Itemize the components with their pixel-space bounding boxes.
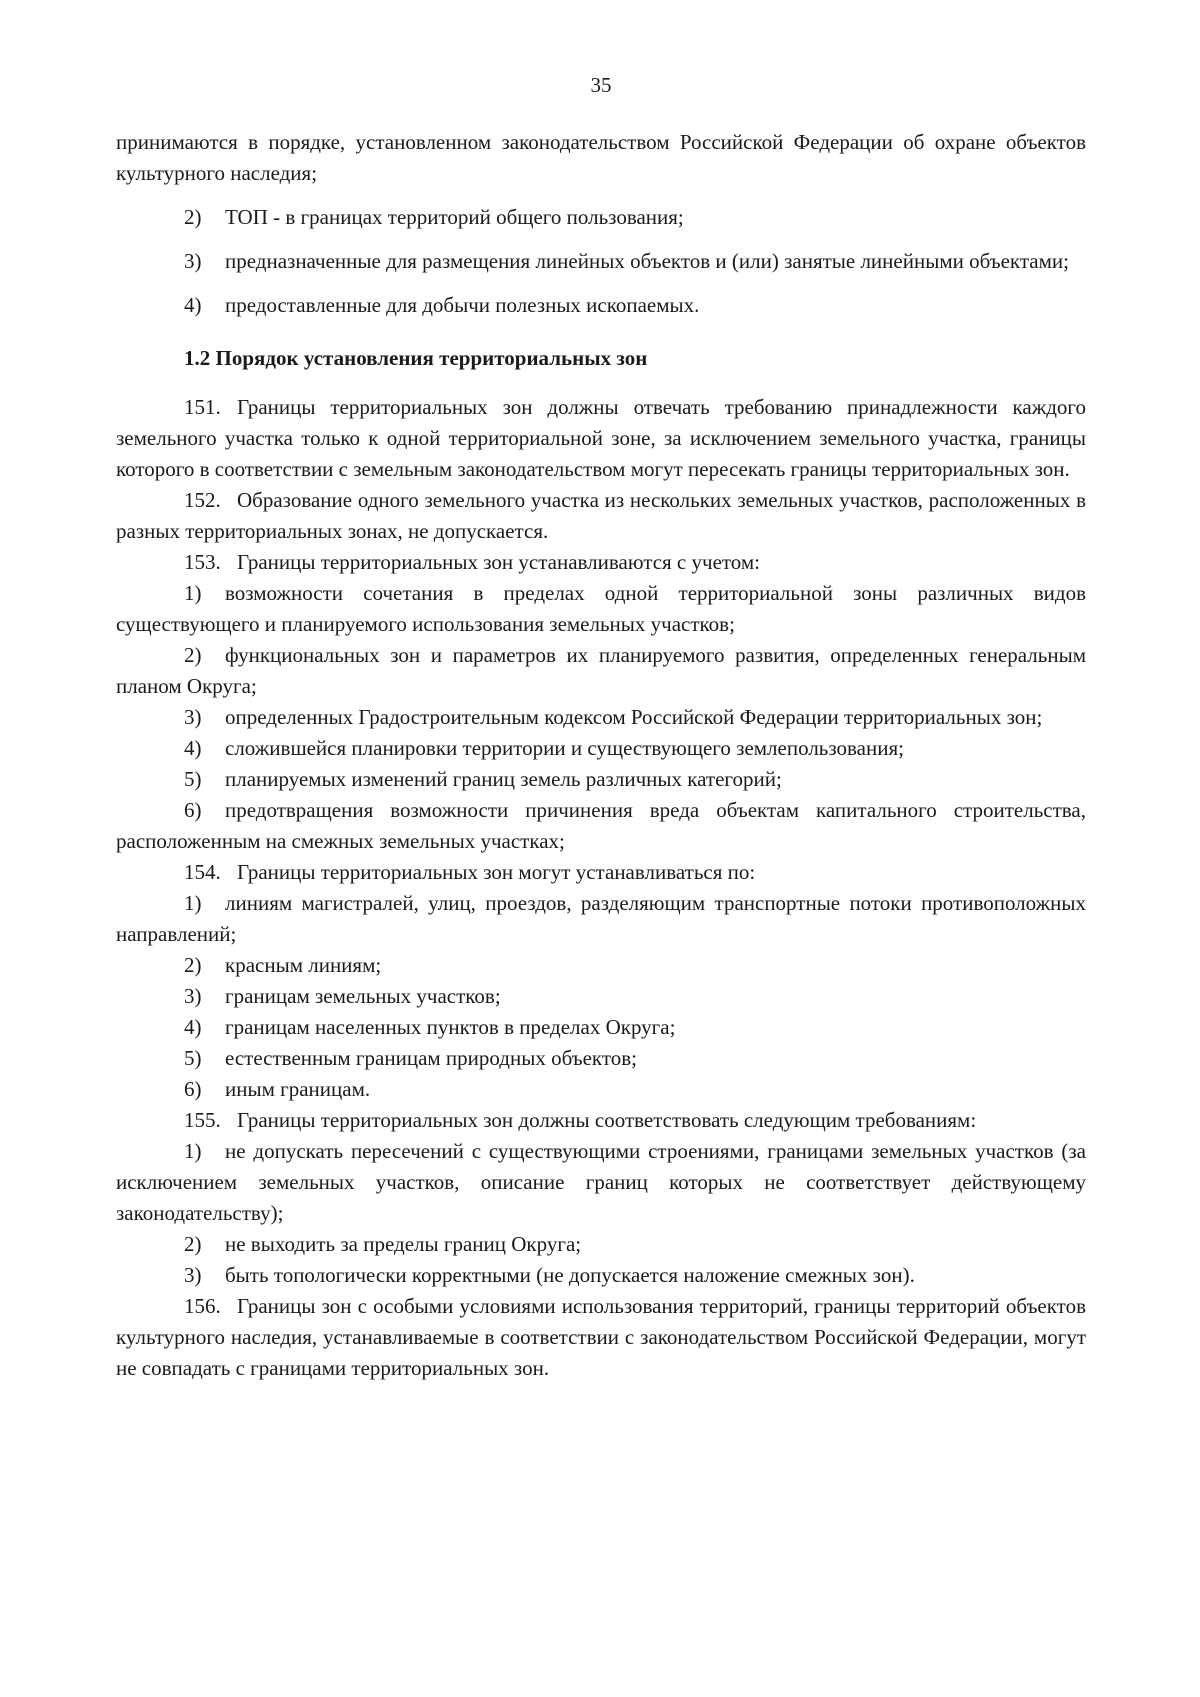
list-item	[116, 290, 1086, 321]
list-item	[116, 1136, 1086, 1229]
list-item	[116, 1074, 1086, 1105]
list-item-text: предотвращения возможности причинения вреда объектам капитального строительства, расположенным на смежных земельных участках;	[116, 798, 1086, 853]
list-item	[116, 950, 1086, 981]
page-number: 35	[590, 73, 612, 97]
paragraph-156	[116, 1291, 1086, 1384]
paragraph-text: Границы территориальных зон должны соответствовать следующим требованиям:	[237, 1108, 977, 1132]
list-marker: 3)	[184, 984, 202, 1008]
paragraph-number: 155.	[184, 1108, 221, 1132]
list-item-text: иным границам.	[225, 1077, 371, 1101]
list-marker: 5)	[184, 1046, 202, 1070]
list-marker: 1)	[184, 581, 202, 605]
list-item-text: не выходить за пределы границ Округа;	[225, 1232, 582, 1256]
list-item-text: границам земельных участков;	[225, 984, 501, 1008]
paragraph-text: Границы территориальных зон устанавливаются с учетом:	[237, 550, 761, 574]
list-marker: 5)	[184, 767, 202, 791]
list-item	[116, 981, 1086, 1012]
paragraph-155	[116, 1105, 1086, 1136]
list-marker: 4)	[184, 1015, 202, 1039]
paragraph-number: 153.	[184, 550, 221, 574]
list-item-text: линиям магистралей, улиц, проездов, разделяющим транспортные потоки противоположных направлений;	[116, 891, 1086, 946]
list-marker: 4)	[184, 293, 202, 317]
paragraph-151	[116, 392, 1086, 485]
list-item-text: естественным границам природных объектов;	[225, 1046, 638, 1070]
list-marker: 6)	[184, 798, 202, 822]
list-marker: 3)	[184, 705, 202, 729]
page-content	[116, 127, 1086, 1384]
paragraph-text: Границы территориальных зон могут устанавливаться по:	[237, 860, 756, 884]
list-item-text: функциональных зон и параметров их планируемого развития, определенных генеральным планом Округа;	[116, 643, 1086, 698]
list-marker: 2)	[184, 1232, 202, 1256]
continuation-paragraph: принимаются в порядке, установленном законодательством Российской Федерации об охране объектов культурного наследия;	[116, 130, 1086, 185]
list-item	[116, 764, 1086, 795]
list-item-text: красным линиям;	[225, 953, 382, 977]
list-item-text: сложившейся планировки территории и существующего землепользования;	[225, 736, 904, 760]
list-marker: 1)	[184, 1139, 202, 1163]
paragraph-number: 151.	[184, 395, 221, 419]
document-page	[116, 0, 1086, 1697]
list-marker: 2)	[184, 643, 202, 667]
list-marker: 2)	[184, 205, 202, 229]
list-item	[116, 888, 1086, 950]
list-marker: 4)	[184, 736, 202, 760]
paragraph-text: Образование одного земельного участка из нескольких земельных участков, расположенных в разных территориальных зонах, не допускается.	[116, 488, 1086, 543]
list-item	[116, 578, 1086, 640]
paragraph-number: 152.	[184, 488, 221, 512]
list-item-text: предназначенные для размещения линейных объектов и (или) занятые линейными объектами;	[225, 249, 1069, 273]
list-item-text: определенных Градостроительным кодексом Российской Федерации территориальных зон;	[225, 705, 1043, 729]
list-item	[116, 795, 1086, 857]
paragraph-number: 154.	[184, 860, 221, 884]
list-item-text: быть топологически корректными (не допускается наложение смежных зон).	[225, 1263, 915, 1287]
list-marker: 3)	[184, 249, 202, 273]
list-item-text: планируемых изменений границ земель различных категорий;	[225, 767, 782, 791]
list-marker: 6)	[184, 1077, 202, 1101]
list-item-text: ТОП - в границах территорий общего пользования;	[225, 205, 684, 229]
list-item	[116, 702, 1086, 733]
list-item-text: не допускать пересечений с существующими строениями, границами земельных участков (за исключением земельных участков, описание границ которых не соответствует действующему законодательству);	[116, 1139, 1086, 1225]
paragraph-153	[116, 547, 1086, 578]
list-item	[116, 246, 1086, 277]
paragraph-text: Границы территориальных зон должны отвечать требованию принадлежности каждого земельного участка только к одной территориальной зоне, за исключением земельного участка, границы которого в соответствии с земельным законодательством могут пересекать границы территориальных зон.	[116, 395, 1086, 481]
list-item	[116, 1229, 1086, 1260]
list-item	[116, 640, 1086, 702]
list-item-text: возможности сочетания в пределах одной территориальной зоны различных видов существующего и планируемого использования земельных участков;	[116, 581, 1086, 636]
list-item	[116, 1012, 1086, 1043]
list-marker: 2)	[184, 953, 202, 977]
list-item	[116, 1260, 1086, 1291]
list-marker: 1)	[184, 891, 202, 915]
list-item-text: границам населенных пунктов в пределах Округа;	[225, 1015, 676, 1039]
list-item-text: предоставленные для добычи полезных ископаемых.	[225, 293, 700, 317]
paragraph-number: 156.	[184, 1294, 221, 1318]
list-marker: 3)	[184, 1263, 202, 1287]
list-item	[116, 1043, 1086, 1074]
list-item	[116, 733, 1086, 764]
list-item	[116, 202, 1086, 233]
paragraph-154	[116, 857, 1086, 888]
paragraph-152	[116, 485, 1086, 547]
paragraph-text: Границы зон с особыми условиями использования территорий, границы территорий объектов культурного наследия, устанавливаемые в соответствии с законодательством Российской Федерации, могут не совпадать с границами территориальных зон.	[116, 1294, 1086, 1380]
section-heading: 1.2 Порядок установления территориальных зон	[184, 346, 648, 370]
